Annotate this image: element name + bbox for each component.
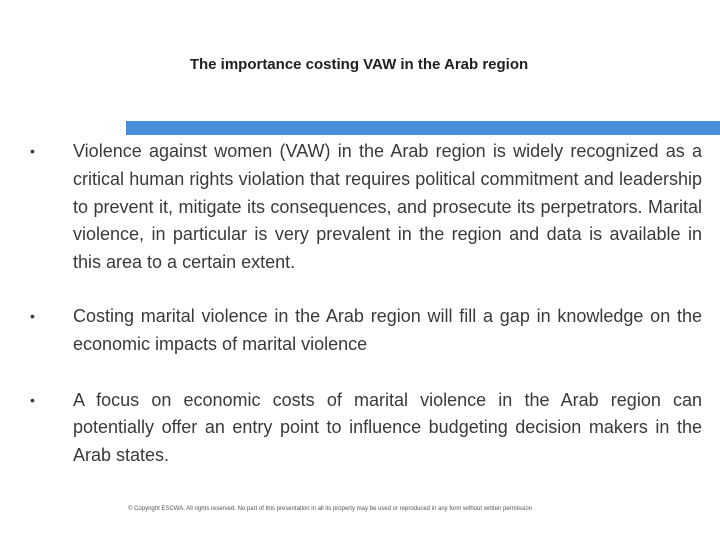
bullet-text: Violence against women (VAW) in the Arab region is widely recognized as a critical human rights violation that requires political commitment and leadership to prevent it, mitigate its consequences, and prosecute its perpetrators. Marital violence, in particular is very prevalent in the region and data is available in this area to a certain extent.	[73, 141, 702, 273]
accent-bar	[126, 121, 720, 135]
bullet-list	[30, 138, 702, 470]
bullet-item	[30, 387, 702, 470]
slide-title	[0, 56, 720, 73]
slide-title-text: The importance costing VAW in the Arab region	[189, 56, 529, 73]
bullet-text: A focus on economic costs of marital violence in the Arab region can potentially offer an entry point to influence budgeting decision makers in the Arab states.	[73, 389, 702, 466]
bullet-item	[30, 138, 702, 277]
copyright-footer: © Copyright ESCWA. All rights reserved. No part of this presentation in all its property may be used or reproduced in any form without written permission	[128, 506, 533, 512]
bullet-dot-icon: •	[30, 307, 35, 324]
bullet-dot-icon: •	[30, 391, 35, 408]
bullet-dot-icon: •	[30, 143, 35, 159]
bullet-text: Costing marital violence in the Arab region will fill a gap in knowledge on the economic impacts of marital violence	[73, 305, 702, 354]
bullet-item	[30, 303, 702, 359]
